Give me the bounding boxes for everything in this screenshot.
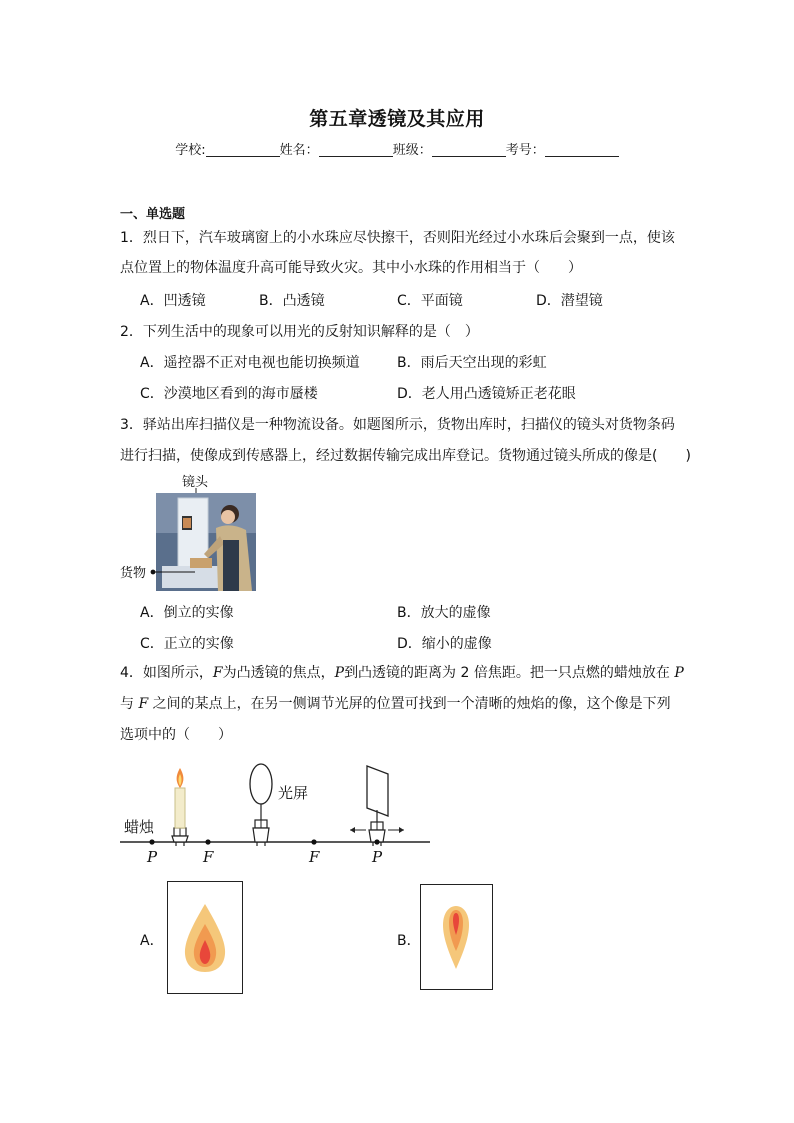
q4-text: 4．如图所示， [120, 665, 213, 681]
q4-var-p: P [334, 665, 345, 681]
q1-option-d[interactable]: D．潜望镜 [536, 293, 603, 309]
optical-bench-diagram [118, 760, 438, 872]
q4-option-b-label[interactable]: B． [397, 933, 421, 949]
q3-line1: 3．驿站出库扫描仪是一种物流设备。如题图所示，货物出库时，扫描仪的镜头对货物条码 [120, 417, 675, 433]
point-f-right: F [309, 848, 320, 866]
q3-option-a[interactable]: A．倒立的实像 [140, 605, 234, 621]
number-label: 考号： [505, 143, 545, 158]
q4-var-f: F [212, 665, 223, 681]
point-p-right: P [372, 848, 383, 866]
school-label: 学校: [175, 143, 206, 158]
q1-line2: 点位置上的物体温度升高可能导致火灾。其中小水珠的作用相当于（ ） [120, 260, 582, 276]
point-f-left: F [203, 848, 214, 866]
q4-var-f: F [138, 696, 149, 712]
school-blank[interactable] [206, 142, 280, 157]
q3-option-d[interactable]: D．缩小的虚像 [397, 636, 492, 652]
q4-line1 [120, 662, 684, 684]
q2-option-c[interactable]: C．沙漠地区看到的海市蜃楼 [140, 386, 318, 402]
q4-text: 为凸透镜的焦点， [222, 665, 335, 681]
q1-option-a[interactable]: A．凹透镜 [140, 293, 206, 309]
q1-option-b[interactable]: B．凸透镜 [259, 293, 325, 309]
candle-label: 蜡烛 [124, 818, 155, 836]
q4-text: 与 [120, 696, 139, 712]
page-title: 第五章透镜及其应用 [309, 108, 485, 130]
flame-a-icon [168, 882, 242, 993]
flame-b-icon [421, 885, 492, 989]
q3-option-c[interactable]: C．正立的实像 [140, 636, 234, 652]
q4-text: 之间的某点上，在另一侧调节光屏的位置可找到一个清晰的烛焰的像，这个像是下列 [148, 696, 671, 712]
q4-option-b-image[interactable] [420, 884, 493, 990]
class-label: 班级： [392, 143, 432, 158]
q4-option-a-image[interactable] [167, 881, 243, 994]
q4-line3: 选项中的（ ） [120, 727, 232, 743]
name-label: 姓名： [279, 143, 319, 158]
q2-option-a[interactable]: A．遥控器不正对电视也能切换频道 [140, 355, 360, 371]
q2-line1: 2．下列生活中的现象可以用光的反射知识解释的是（ ） [120, 324, 479, 340]
q3-line2: 进行扫描，使像成到传感器上，经过数据传输完成出库登记。货物通过镜头所成的像是( ) [120, 448, 691, 464]
student-info-line [0, 139, 794, 158]
screen-label: 光屏 [278, 784, 309, 802]
point-p-left: P [147, 848, 158, 866]
q3-option-b[interactable]: B．放大的虚像 [397, 605, 491, 621]
optical-bench-svg [118, 760, 438, 872]
lens-label: 镜头 [182, 475, 209, 490]
q1-option-c[interactable]: C．平面镜 [397, 293, 463, 309]
number-blank[interactable] [545, 142, 619, 157]
q4-var-p: P [674, 665, 684, 681]
name-blank[interactable] [319, 142, 393, 157]
q2-option-b[interactable]: B．雨后天空出现的彩虹 [397, 355, 547, 371]
q4-option-a-label[interactable]: A． [140, 933, 164, 949]
class-blank[interactable] [432, 142, 506, 157]
section-heading: 一、单选题 [120, 207, 186, 222]
scanner-figure [120, 470, 270, 590]
goods-pointer [149, 567, 199, 577]
q2-option-d[interactable]: D．老人用凸透镜矫正老花眼 [397, 386, 576, 402]
goods-label: 货物 [120, 566, 147, 581]
q1-line1: 1．烈日下，汽车玻璃窗上的小水珠应尽快擦干，否则阳光经过小水珠后会聚到一点，使该 [120, 230, 675, 246]
q4-text: 到凸透镜的距离为 2 倍焦距。把一只点燃的蜡烛放在 [344, 665, 675, 681]
q4-line2 [120, 693, 671, 715]
